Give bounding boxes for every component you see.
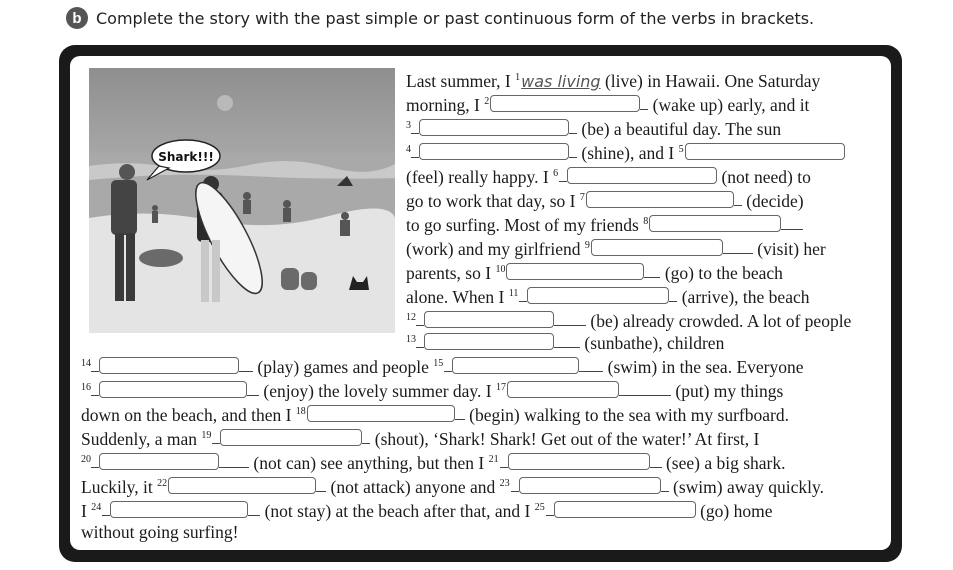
item-number: 23 [499, 478, 510, 489]
story-line [406, 115, 781, 140]
item-number: 16 [81, 382, 91, 393]
story-text: (swim) away quickly. [673, 477, 824, 497]
item-number: 19 [201, 430, 212, 441]
example-answer: was living [521, 72, 601, 91]
story-text: Last summer, I [406, 71, 511, 91]
answer-blank-22[interactable] [168, 477, 316, 494]
exercise-badge: b [66, 7, 88, 29]
answer-blank-21[interactable] [508, 453, 650, 470]
item-number: 6 [553, 168, 559, 179]
story-text: (wake up) early, and it [652, 95, 810, 115]
story-text: alone. When I [406, 287, 505, 307]
story-text: (not attack) anyone and [330, 477, 496, 497]
item-number: 17 [496, 382, 506, 393]
story-text: (be) a beautiful day. The sun [581, 119, 782, 139]
answer-blank-19[interactable] [220, 429, 362, 446]
answer-blank-20[interactable] [99, 453, 219, 470]
item-number: 9 [584, 240, 590, 251]
answer-blank-3[interactable] [419, 119, 569, 136]
story-text: go to work that day, so I [406, 191, 576, 211]
story-text: down on the beach, and then I [81, 405, 292, 425]
answer-blank-25[interactable] [554, 501, 696, 518]
answer-blank-23[interactable] [519, 477, 661, 494]
story-text: Luckily, it [81, 477, 153, 497]
story-text: (go) home [700, 501, 773, 521]
answer-blank-24[interactable] [110, 501, 248, 518]
story-text: (not can) see anything, but then I [253, 453, 485, 473]
item-number: 13 [406, 334, 416, 345]
item-number: 21 [488, 454, 499, 465]
story-text: morning, I [406, 95, 480, 115]
item-number: 24 [91, 502, 102, 513]
story-text: (not stay) at the beach after that, and I [264, 501, 531, 521]
story-text: without going surfing! [81, 522, 239, 542]
story-text: (feel) really happy. I [406, 167, 549, 187]
story-text: (be) already crowded. A lot of people [590, 311, 852, 331]
story-text: (arrive), the beach [681, 287, 810, 307]
exercise-instruction: Complete the story with the past simple or past continuous form of the verbs in brackets. [96, 8, 815, 28]
story-text: (work) and my girlfriend [406, 239, 581, 259]
item-number: 4 [406, 144, 411, 155]
story-line [406, 283, 809, 308]
story-line [406, 163, 811, 188]
answer-blank-2[interactable] [490, 95, 640, 112]
item-number: 10 [495, 264, 506, 275]
story-text: (shout), ‘Shark! Shark! Get out of the water!’ At first, I [374, 429, 760, 449]
story-text: (not need) to [721, 167, 811, 187]
story-line [406, 187, 804, 212]
story-text: parents, so I [406, 263, 492, 283]
story-line [81, 377, 783, 402]
answer-blank-16[interactable] [99, 381, 247, 398]
story-text: (enjoy) the lovely summer day. I [263, 381, 492, 401]
story-line [406, 139, 845, 164]
item-number: 14 [81, 358, 91, 369]
story-text: (decide) [746, 191, 804, 211]
story-text: (visit) her [757, 239, 826, 259]
story-line [81, 425, 759, 450]
answer-blank-6[interactable] [567, 167, 717, 184]
item-number: 11 [508, 288, 519, 299]
story-line [406, 235, 826, 260]
item-number: 5 [678, 144, 684, 155]
answer-blank-9[interactable] [591, 239, 723, 256]
answer-blank-13[interactable] [424, 333, 554, 350]
story-text: (live) in Hawaii. One Saturday [604, 71, 821, 91]
answer-blank-14[interactable] [99, 357, 239, 374]
story-line [406, 211, 803, 236]
story-line [81, 401, 789, 426]
item-number: 20 [81, 454, 91, 465]
speech-bubble-text: Shark!!! [158, 150, 214, 164]
answer-blank-8[interactable] [649, 215, 781, 232]
story-line [406, 329, 724, 354]
story-line [81, 473, 824, 498]
story-line [406, 91, 809, 116]
story-text: to go surfing. Most of my friends [406, 215, 639, 235]
story-text: (sunbathe), children [584, 333, 725, 353]
story-text: I [81, 501, 87, 521]
story-text: (begin) walking to the sea with my surfboard. [469, 405, 789, 425]
item-number: 2 [484, 96, 490, 107]
story-text: (see) a big shark. [665, 453, 786, 473]
item-number: 15 [433, 358, 444, 369]
answer-blank-15[interactable] [452, 357, 579, 374]
beach-illustration [89, 68, 395, 333]
story-line [406, 67, 820, 93]
answer-blank-5[interactable] [685, 143, 845, 160]
story-line [81, 353, 804, 378]
item-number: 22 [157, 478, 168, 489]
answer-blank-7[interactable] [586, 191, 734, 208]
item-number: 8 [643, 216, 649, 227]
story-text: (go) to the beach [664, 263, 783, 283]
item-number: 7 [579, 192, 585, 203]
story-text: (play) games and people [257, 357, 429, 377]
sun-icon [217, 95, 233, 111]
answer-blank-10[interactable] [506, 263, 644, 280]
item-number: 12 [406, 312, 416, 323]
story-line [81, 449, 786, 474]
story-text: Suddenly, a man [81, 429, 197, 449]
answer-blank-11[interactable] [527, 287, 669, 304]
answer-blank-12[interactable] [424, 311, 554, 328]
story-line [406, 259, 783, 284]
answer-blank-18[interactable] [307, 405, 455, 422]
story-text: (put) my things [675, 381, 784, 401]
story-line [81, 497, 773, 522]
item-number: 1 [515, 72, 521, 83]
answer-blank-17[interactable] [507, 381, 619, 398]
item-number: 25 [534, 502, 545, 513]
story-line [81, 521, 239, 543]
item-number: 3 [406, 120, 411, 131]
story-text: (shine), and I [581, 143, 675, 163]
item-number: 18 [295, 406, 306, 417]
story-text: (swim) in the sea. Everyone [607, 357, 804, 377]
answer-blank-4[interactable] [419, 143, 569, 160]
exercise-header [66, 6, 814, 30]
